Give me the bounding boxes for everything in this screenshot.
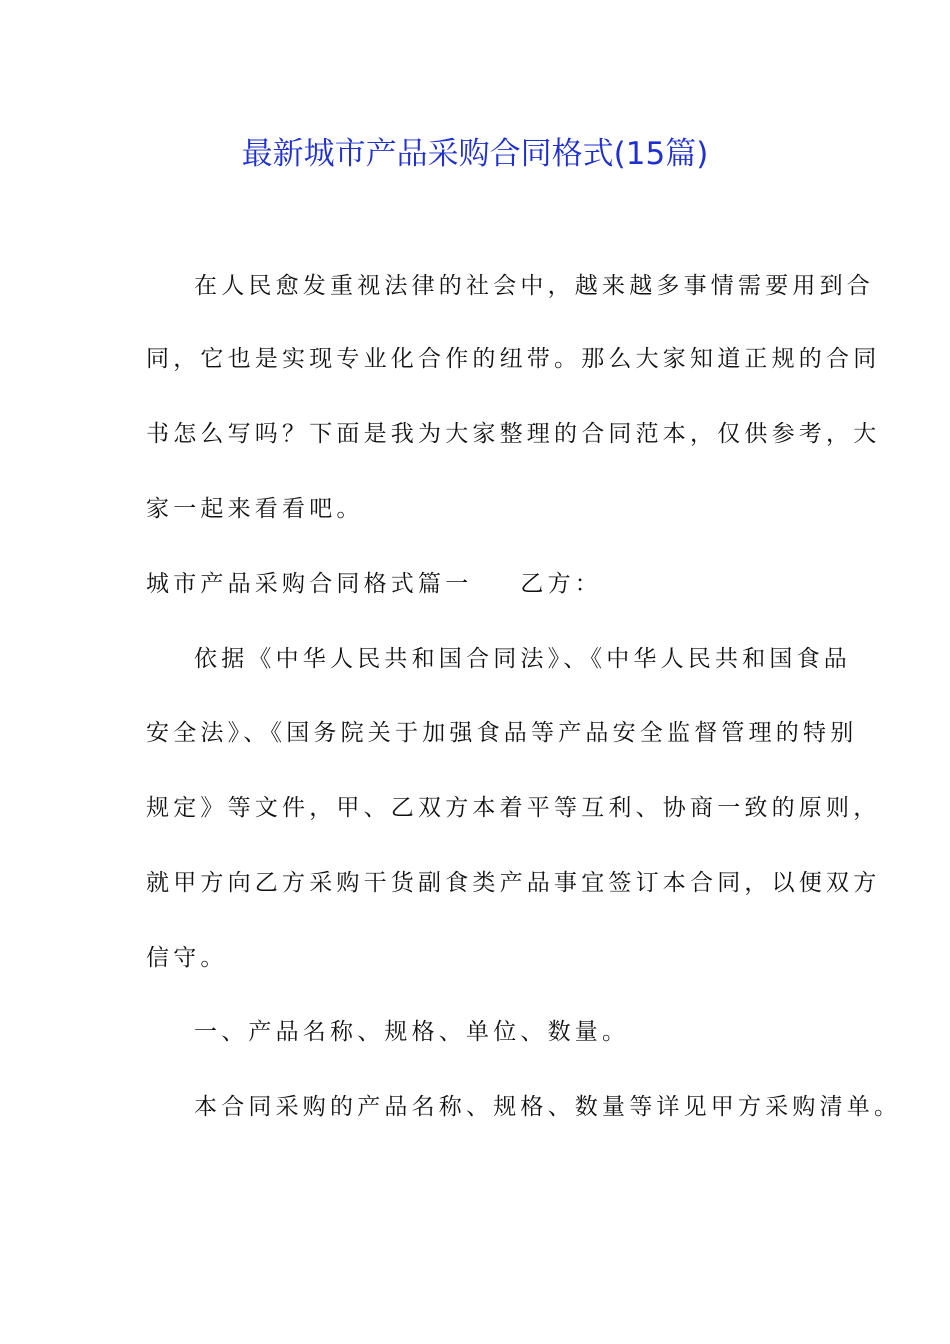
clause-1-title: 一、产品名称、规格、单位、数量。 [194, 1019, 630, 1045]
clause-1-body: 本合同采购的产品名称、规格、数量等详见甲方采购清单。 [194, 1094, 902, 1120]
basis-line-4: 就甲方向乙方采购干货副食类产品事宜签订本合同，以便双方 [146, 870, 881, 896]
section-heading-line [146, 568, 602, 600]
section-heading: 城市产品采购合同格式篇一 [146, 571, 473, 597]
intro-line-1: 在人民愈发重视法律的社会中，越来越多事情需要用到合 [194, 273, 874, 299]
party-b-label: 乙方： [520, 571, 603, 597]
basis-line-3: 规定》等文件，甲、乙双方本着平等互利、协商一致的原则， [146, 795, 881, 821]
document-title: 最新城市产品采购合同格式(15篇) [241, 136, 709, 172]
intro-line-3: 书怎么写吗？下面是我为大家整理的合同范本，仅供参考，大 [146, 421, 881, 447]
basis-line-5: 信守。 [146, 945, 228, 971]
intro-line-4: 家一起来看看吧。 [146, 496, 364, 522]
basis-line-1: 依据《中华人民共和国合同法》、《中华人民共和国食品 [194, 646, 851, 672]
basis-line-2: 安全法》、《国务院关于加强食品等产品安全监督管理的特别 [146, 720, 858, 746]
intro-line-2: 同，它也是实现专业化合作的纽带。那么大家知道正规的合同 [146, 346, 881, 372]
